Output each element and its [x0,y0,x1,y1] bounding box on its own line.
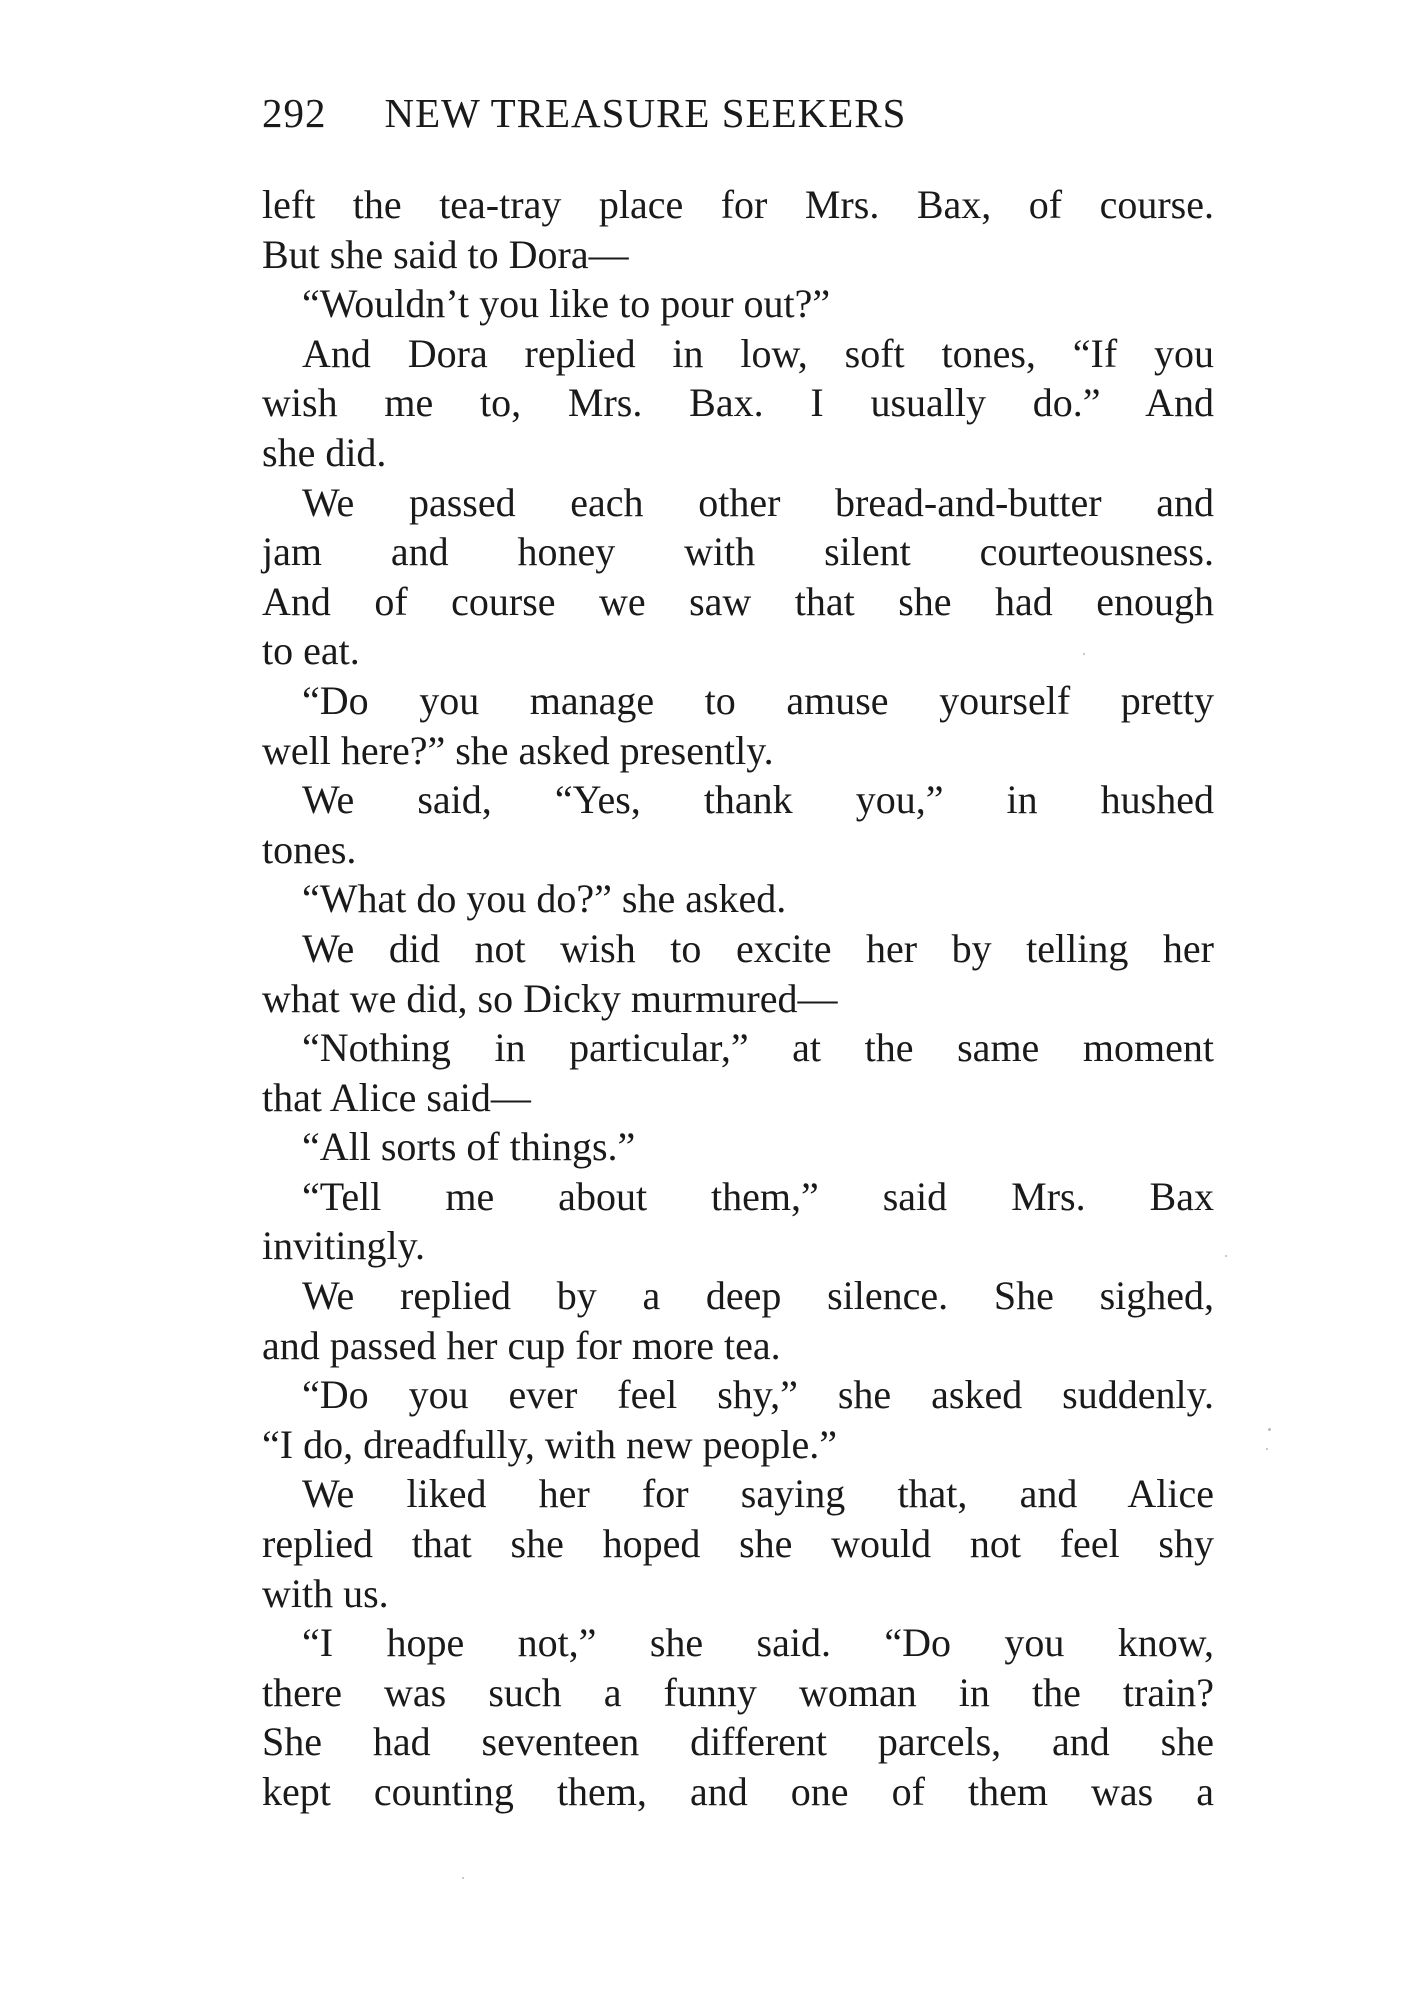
text-line: with us. [262,1570,389,1616]
text-line: “I hope not,” she said. “Do you know, [302,1620,1214,1666]
text-line: and passed her cup for more tea. [262,1322,781,1368]
text-line: tones. [262,826,357,872]
text-line: “Wouldn’t you like to pour out?” [302,281,831,327]
text-line: We did not wish to excite her by telling her [302,925,1214,971]
text-line: to eat. [262,628,360,674]
running-head [262,88,1222,138]
text-line: replied that she hoped she would not feel shy [262,1521,1214,1567]
text-line: She had seventeen different parcels, and she [262,1719,1214,1765]
text-line: We said, “Yes, thank you,” in hushed [302,777,1214,823]
text-line: We liked her for saying that, and Alice [302,1471,1214,1517]
scan-speck [1225,1255,1227,1257]
text-line: jam and honey with silent courteousness. [262,529,1214,575]
text-line: We replied by a deep silence. She sighed, [302,1273,1214,1319]
text-line: “Do you manage to amuse yourself pretty [302,677,1214,723]
book-title: NEW TREASURE SEEKERS [384,90,907,136]
text-line: that Alice said— [262,1074,531,1120]
text-line: “What do you do?” she asked. [302,876,787,922]
text-line: “All sorts of things.” [302,1124,636,1170]
text-line: kept counting them, and one of them was a [262,1769,1214,1814]
text-line: “Do you ever feel shy,” she asked suddenly. [302,1372,1214,1418]
text-line: invitingly. [262,1223,425,1269]
text-line: there was such a funny woman in the train? [262,1669,1214,1715]
text-line: well here?” she asked presently. [262,727,774,773]
text-line: “Nothing in particular,” at the same moment [302,1025,1214,1071]
body-text [262,180,1214,1817]
scan-speck [462,1877,464,1879]
page-number: 292 [262,90,327,136]
text-line: what we did, so Dicky murmured— [262,975,838,1021]
text-line: “Tell me about them,” said Mrs. Bax [302,1173,1214,1219]
scan-speck [1266,1448,1268,1450]
text-line: And Dora replied in low, soft tones, “If you [302,330,1214,376]
scan-speck [1268,1428,1271,1431]
text-line: But she said to Dora— [262,231,629,277]
text-line: We passed each other bread-and-butter and [302,479,1214,525]
text-line: And of course we saw that she had enough [262,578,1214,624]
scan-speck [1083,653,1085,655]
text-line: wish me to, Mrs. Bax. I usually do.” And [262,380,1214,426]
text-line: left the tea-tray place for Mrs. Bax, of course. [262,182,1214,227]
text-line: “I do, dreadfully, with new people.” [262,1421,837,1467]
text-line: she did. [262,429,387,475]
